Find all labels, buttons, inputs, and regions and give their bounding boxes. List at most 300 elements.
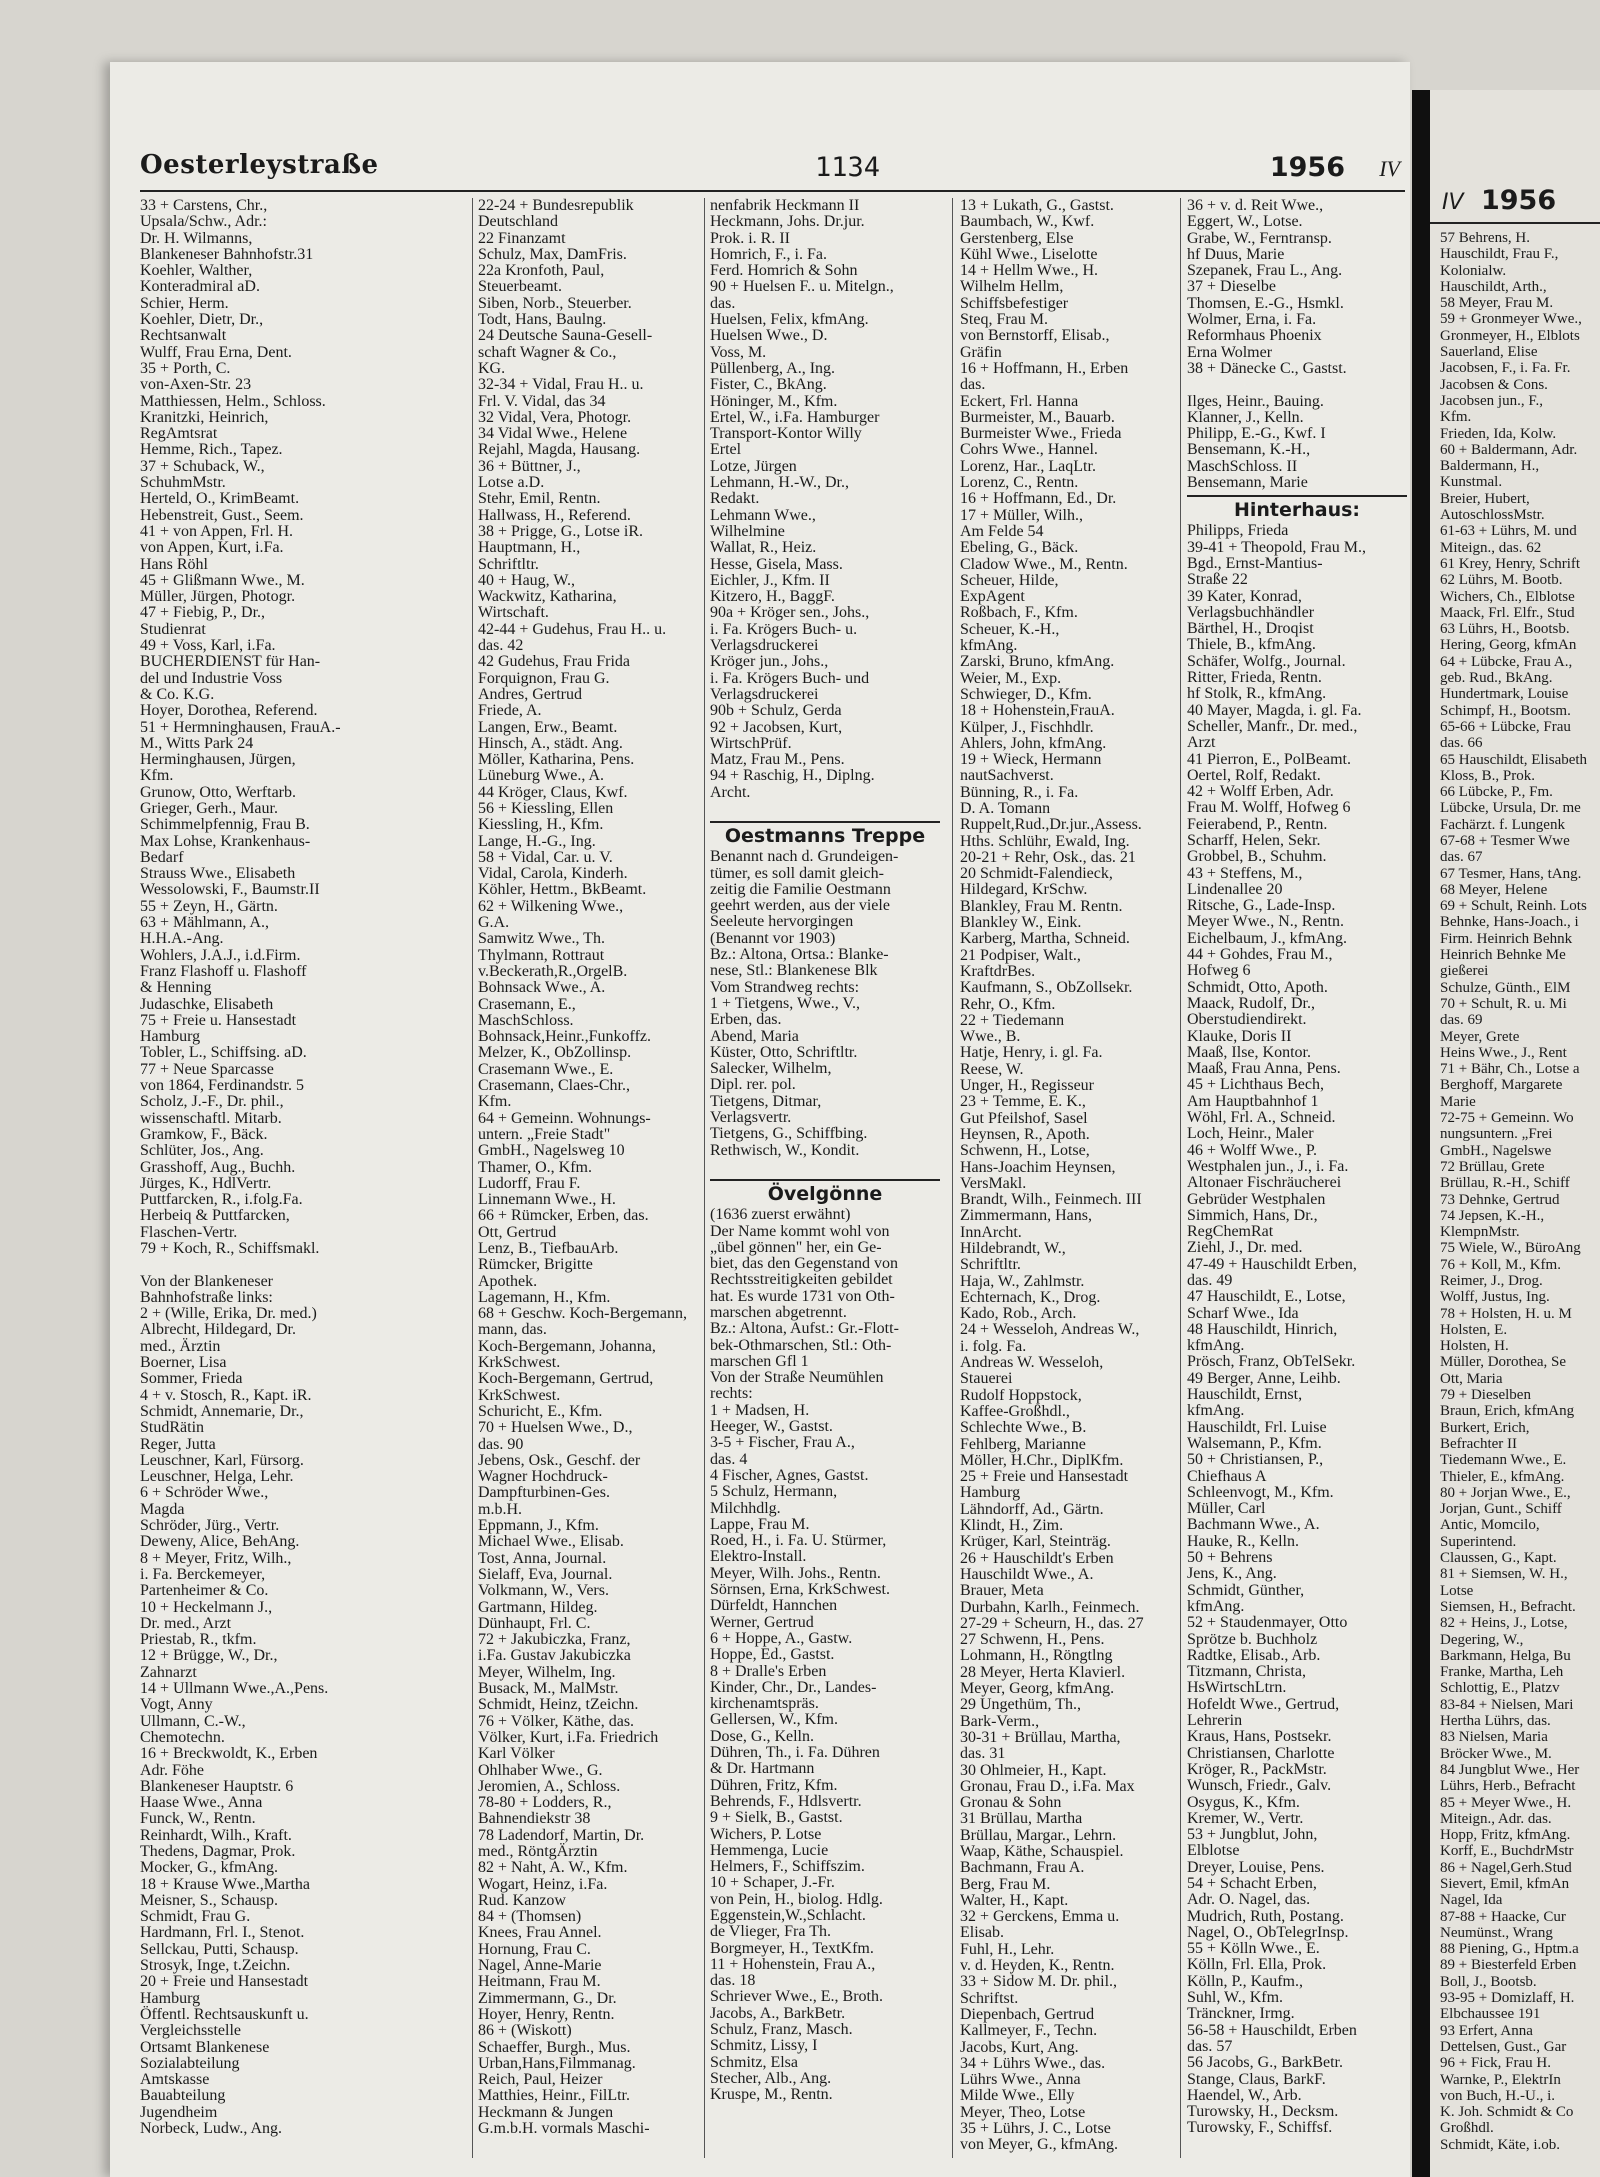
directory-entry-line: 38 + Dänecke C., Gastst. xyxy=(1187,359,1347,377)
directory-entry-line: Arzt xyxy=(1187,734,1216,752)
directory-entry-line: Andreas W. Wesseloh, xyxy=(960,1354,1104,1372)
directory-entry-line: v. d. Heyden, K., Rentn. xyxy=(960,1957,1115,1975)
directory-entry-line: Tränckner, Irmg. xyxy=(1187,2005,1295,2023)
directory-entry-line: Huelsen Wwe., D. xyxy=(710,327,828,345)
directory-entry-line: 53 + Jungblut, John, xyxy=(1187,1826,1318,1844)
directory-entry-line: geehrt werden, aus der viele xyxy=(710,897,890,915)
directory-entry-line: das. 90 xyxy=(478,1435,524,1453)
directory-entry-line: Behrends, F., Hdlsvertr. xyxy=(710,1792,862,1810)
directory-entry-line: i. Fa. Berckemeyer, xyxy=(140,1565,266,1583)
directory-entry-line: Homrich, F., i. Fa. xyxy=(710,245,827,263)
directory-entry-line: 71 + Bähr, Ch., Lotse a xyxy=(1440,1061,1580,1078)
directory-entry-line: Sörnsen, Erna, KrkSchwest. xyxy=(710,1581,890,1599)
directory-entry-line: 65 Hauschildt, Elisabeth xyxy=(1440,751,1588,768)
directory-entry-line: 62 + Wilkening Wwe., xyxy=(478,897,624,915)
directory-entry-line: 72 + Jakubiczka, Franz, xyxy=(478,1631,631,1649)
directory-entry-line: Maaß, Ilse, Kontor. xyxy=(1187,1043,1311,1061)
directory-entry-line xyxy=(710,1159,940,1175)
directory-entry-line: Strauss Wwe., Elisabeth xyxy=(140,865,296,883)
directory-entry-line: Melzer, K., ObZollinsp. xyxy=(478,1044,632,1062)
directory-entry-line: Dr. H. Wilmanns, xyxy=(140,229,253,247)
directory-entry-line xyxy=(140,1257,470,1273)
directory-entry-line: 49 Berger, Anne, Leihb. xyxy=(1187,1369,1341,1387)
directory-entry-line: Am Felde 54 xyxy=(960,522,1044,540)
directory-entry-line: 23 + Temme, E. K., xyxy=(960,1093,1086,1111)
directory-entry-line: 62 Lührs, M. Bootb. xyxy=(1440,572,1563,589)
directory-entry-line: Suhl, W., Kfm. xyxy=(1187,1989,1284,2007)
directory-entry-line: 6 + Schröder Wwe., xyxy=(140,1484,269,1502)
directory-entry-line: Vidal, Carola, Kinderh. xyxy=(478,865,628,883)
directory-entry-line: 56-58 + Hauschildt, Erben xyxy=(1187,2021,1357,2039)
directory-entry-line: Bark-Verm., xyxy=(960,1712,1040,1730)
directory-entry-line: 58 Meyer, Frau M. xyxy=(1440,295,1554,312)
directory-entry-line: Scharff, Helen, Sekr. xyxy=(1187,831,1321,849)
directory-entry-line: Höninger, M., Kfm. xyxy=(710,392,838,410)
directory-entry-line: Kfm. xyxy=(140,767,174,785)
directory-entry-line: Gartmann, Hildeg. xyxy=(478,1598,598,1616)
directory-entry-line: 20 + Freie und Hansestadt xyxy=(140,1973,309,1991)
directory-entry-line: Redakt. xyxy=(710,490,760,508)
directory-entry-line: Ullmann, C.-W., xyxy=(140,1712,246,1730)
directory-entry-line: Dühren, Th., i. Fa. Dühren xyxy=(710,1744,880,1762)
directory-entry-line: von Bernstorff, Elisab., xyxy=(960,327,1110,345)
directory-entry-line: Schlechte Wwe., B. xyxy=(960,1419,1087,1437)
directory-entry-line: Breier, Hubert, xyxy=(1440,490,1530,507)
directory-entry-line: 76 + Völker, Käthe, das. xyxy=(478,1712,635,1730)
directory-entry-line: 14 + Hellm Wwe., H. xyxy=(960,262,1099,280)
directory-entry-line: Ruppelt,Rud.,Dr.jur.,Assess. xyxy=(960,816,1142,834)
directory-entry-line: Meyer, Wilhelm, Ing. xyxy=(478,1663,616,1681)
directory-entry-line: Meyer, Theo, Lotse xyxy=(960,2103,1086,2121)
directory-entry-line: Meyer, Georg, kfmAng. xyxy=(960,1680,1115,1698)
directory-entry-line: kfmAng. xyxy=(1187,1402,1245,1420)
directory-entry-line: Kfm. xyxy=(1440,409,1472,426)
directory-entry-line: 24 Deutsche Sauna-Gesell- xyxy=(478,327,653,345)
directory-entry-line: Klindt, H., Zim. xyxy=(960,1517,1064,1535)
directory-entry-line: Holsten, H. xyxy=(1440,1338,1509,1355)
directory-entry-line: 93 Erfert, Anna xyxy=(1440,2022,1533,2039)
directory-entry-line: Herminghausen, Jürgen, xyxy=(140,751,296,769)
directory-entry-line: Amtskasse xyxy=(140,2071,210,2089)
directory-entry-line: Meyer, Wilh. Johs., Rentn. xyxy=(710,1564,881,1582)
directory-entry-line: Ohlhaber Wwe., G. xyxy=(478,1761,603,1779)
directory-entry-line: Eggenstein,W.,Schlacht. xyxy=(710,1906,866,1924)
directory-entry-line: Grunow, Otto, Werftarb. xyxy=(140,783,297,801)
directory-entry-line: M., Witts Park 24 xyxy=(140,734,254,752)
directory-entry-line: Schleenvogt, M., Kfm. xyxy=(1187,1483,1334,1501)
directory-entry-line: das. 69 xyxy=(1440,1012,1483,1029)
directory-entry-line: Möller, Katharina, Pens. xyxy=(478,751,635,769)
directory-entry-line: Hildegard, KrSchw. xyxy=(960,881,1088,899)
directory-entry-line: Haase Wwe., Anna xyxy=(140,1794,263,1812)
directory-entry-line: 83-84 + Nielsen, Mari xyxy=(1440,1696,1574,1713)
directory-entry-line: 1 + Tietgens, Wwe., V., xyxy=(710,994,860,1012)
directory-entry-line: 8 + Dralle's Erben xyxy=(710,1662,827,1680)
directory-entry-line: Franke, Martha, Leh xyxy=(1440,1664,1564,1681)
column-4 xyxy=(960,198,1175,2168)
directory-entry-line: Hauke, R., Kelln. xyxy=(1187,1532,1299,1550)
directory-entry-line: Szepanek, Frau L., Ang. xyxy=(1187,262,1343,280)
directory-entry-line: Schulz, Franz, Masch. xyxy=(710,2021,853,2039)
directory-entry-line: RegAmtsrat xyxy=(140,425,218,443)
directory-entry-line: Zahnarzt xyxy=(140,1663,197,1681)
directory-entry-line: Maack, Frl. Elfr., Stud xyxy=(1440,604,1575,621)
directory-entry-line: Wagner Hochdruck- xyxy=(478,1468,608,1486)
directory-entry-line: Bohnsack,Heinr.,Funkoffz. xyxy=(478,1028,652,1046)
directory-entry-line: Gronau, Frau D., i.Fa. Max xyxy=(960,1777,1135,1795)
directory-entry-line: Wogart, Heinz, i.Fa. xyxy=(478,1875,608,1893)
directory-entry-line: von Appen, Kurt, i.Fa. xyxy=(140,539,284,557)
column-5 xyxy=(1187,198,1407,2168)
directory-entry-line: KrkSchwest. xyxy=(478,1354,561,1372)
directory-entry-line: Hatje, Henry, i. gl. Fa. xyxy=(960,1044,1103,1062)
directory-entry-line: Vergleichsstelle xyxy=(140,2022,242,2040)
directory-entry-line: 78 Ladendorf, Martin, Dr. xyxy=(478,1826,645,1844)
directory-entry-line: Wessolowski, F., Baumstr.II xyxy=(140,881,320,899)
directory-entry-line: 64 + Gemeinn. Wohnungs- xyxy=(478,1109,651,1127)
directory-entry-line: 33 + Carstens, Chr., xyxy=(140,198,268,214)
directory-entry-line: Schröder, Jürg., Vertr. xyxy=(140,1517,280,1535)
directory-entry-line: Schmidt, Annemarie, Dr., xyxy=(140,1402,304,1420)
directory-entry-line: Crasemann, Claes-Chr., xyxy=(478,1077,630,1095)
directory-entry-line: Elbchaussee 191 xyxy=(1440,2006,1541,2023)
directory-entry-line: Norbeck, Ludw., Ang. xyxy=(140,2120,283,2138)
directory-entry-line: 63 + Mählmann, A., xyxy=(140,914,270,932)
directory-entry-line: Frl. V. Vidal, das 34 xyxy=(478,392,606,410)
directory-entry-line: Straße 22 xyxy=(1187,571,1248,589)
directory-entry-line: Sozialabteilung xyxy=(140,2054,240,2072)
directory-entry-line: 51 + Hermninghausen, FrauA.- xyxy=(140,718,341,736)
directory-entry-line: Lappe, Frau M. xyxy=(710,1515,810,1533)
directory-entry-line: Wilhelmine xyxy=(710,522,785,540)
directory-entry-line: Sommer, Frieda xyxy=(140,1370,243,1388)
directory-entry-line: Crasemann, E., xyxy=(478,995,576,1013)
directory-entry-line: Walsemann, P., Kfm. xyxy=(1187,1434,1322,1452)
directory-entry-line: 5 Schulz, Hermann, xyxy=(710,1483,838,1501)
directory-entry-line: Ortsamt Blankenese xyxy=(140,2038,270,2056)
column-divider xyxy=(704,198,705,2158)
directory-entry-line: Dünhaupt, Frl. C. xyxy=(478,1614,591,1632)
directory-entry-line: Gebrüder Westphalen xyxy=(1187,1190,1326,1208)
directory-entry-line: von Buch, H.-U., i. xyxy=(1440,2087,1555,2104)
directory-entry-line: Rehr, O., Kfm. xyxy=(960,995,1056,1013)
directory-entry-line: von Meyer, G., kfmAng. xyxy=(960,2136,1118,2154)
directory-entry-line: Meyer Wwe., N., Rentn. xyxy=(1187,913,1344,931)
column-divider xyxy=(1180,198,1181,2158)
directory-entry-line: Bärthel, H., Droqist xyxy=(1187,620,1314,638)
directory-entry-line: Zimmermann, Hans, xyxy=(960,1207,1092,1225)
directory-entry-line: Michael Wwe., Elisab. xyxy=(478,1533,624,1551)
directory-entry-line: 32 + Gerckens, Emma u. xyxy=(960,1908,1120,1926)
directory-entry-line: Thomsen, E.-G., Hsmkl. xyxy=(1187,294,1344,312)
directory-entry-line: 90b + Schulz, Gerda xyxy=(710,702,842,720)
directory-entry-line: Kloss, B., Prok. xyxy=(1440,767,1536,784)
directory-entry-line: Gronau & Sohn xyxy=(960,1794,1062,1812)
directory-entry-line: Lehmann, H.-W., Dr., xyxy=(710,474,849,492)
directory-entry-line: Hauschildt, Frau F., xyxy=(1440,246,1559,263)
directory-entry-line: 65-66 + Lübcke, Frau xyxy=(1440,718,1571,735)
directory-entry-line: Ebeling, G., Bäck. xyxy=(960,539,1079,557)
directory-entry-line: 90a + Kröger sen., Johs., xyxy=(710,604,870,622)
directory-entry-line: Wöhl, Frl. A., Schneid. xyxy=(1187,1109,1336,1127)
directory-entry-line: Verlagsbuchhändler xyxy=(1187,603,1315,621)
directory-entry-line: 25 + Freie und Hansestadt xyxy=(960,1468,1129,1486)
directory-entry-line: Hardmann, Frl. I., Stenot. xyxy=(140,1924,305,1942)
directory-entry-line: Marie xyxy=(1440,1093,1476,1110)
directory-entry-line: 30 Ohlmeier, H., Kapt. xyxy=(960,1761,1107,1779)
directory-entry-line: Rudolf Hoppstock, xyxy=(960,1386,1082,1404)
directory-entry-line: hf Stolk, R., kfmAng. xyxy=(1187,685,1327,703)
directory-entry-line: Zimmermann, G., Dr. xyxy=(478,1989,617,2007)
directory-entry-line: Bauabteilung xyxy=(140,2087,226,2105)
directory-entry-line: 78 + Holsten, H. u. M xyxy=(1440,1305,1572,1322)
directory-entry-line: Schulz, Max, DamFris. xyxy=(478,245,627,263)
directory-entry-line: Dampfturbinen-Ges. xyxy=(478,1484,610,1502)
directory-entry-line: Miteign., Adr. das. xyxy=(1440,1810,1552,1827)
directory-entry-line: Lübcke, Ursula, Dr. me xyxy=(1440,800,1581,817)
directory-entry-line: Köhler, Hettm., BkBeamt. xyxy=(478,881,647,899)
directory-entry-line: & Co. K.G. xyxy=(140,685,215,703)
directory-entry-line: Hildebrandt, W., xyxy=(960,1240,1066,1257)
directory-entry-line: Öffentl. Rechtsauskunft u. xyxy=(140,2005,309,2023)
directory-entry-line: Elisab. xyxy=(960,1924,1004,1942)
directory-entry-line: Jacobsen & Cons. xyxy=(1440,376,1548,393)
directory-entry-line: Bensemann, K.-H., xyxy=(1187,441,1311,459)
directory-entry-line: Adr. Föhe xyxy=(140,1761,204,1779)
directory-entry-line: Strosyk, Inge, t.Zeichn. xyxy=(140,1957,291,1975)
directory-entry-line: Heynsen, R., Apoth. xyxy=(960,1125,1090,1143)
column-divider xyxy=(952,198,953,2158)
directory-entry-line: Weier, M., Exp. xyxy=(960,669,1062,687)
directory-entry-line: Wwe., B. xyxy=(960,1028,1021,1046)
directory-entry-line: Bahnendiekstr 38 xyxy=(478,1810,591,1828)
directory-entry-line: 84 Jungblut Wwe., Her xyxy=(1440,1761,1580,1778)
directory-entry-line: das. 4 xyxy=(710,1450,748,1468)
directory-entry-line: del und Industrie Voss xyxy=(140,669,283,687)
directory-entry-line: Stauerei xyxy=(960,1370,1013,1388)
directory-entry-line: Max Lohse, Krankenhaus- xyxy=(140,832,311,850)
directory-entry-line: Dettelsen, Gust., Gar xyxy=(1440,2038,1567,2055)
directory-entry-line: 54 + Schacht Erben, xyxy=(1187,1874,1317,1892)
directory-entry-line: Jeromien, A., Schloss. xyxy=(478,1777,621,1795)
directory-entry-line: Rud. Kanzow xyxy=(478,1891,566,1909)
directory-entry-line: Hering, Georg, kfmAn xyxy=(1440,637,1577,654)
directory-entry-line: Dürfeldt, Hannchen xyxy=(710,1597,838,1615)
directory-entry-line: Verlagsvertr. xyxy=(710,1109,792,1127)
directory-entry-line: Schwenn, H., Lotse, xyxy=(960,1142,1090,1160)
directory-entry-line: Ott, Gertrud xyxy=(478,1223,557,1241)
directory-entry-line: Busack, M., MalMstr. xyxy=(478,1680,619,1698)
directory-entry-line: Hauschildt, Frl. Luise xyxy=(1187,1418,1327,1436)
directory-entry-line: Heckmann & Jungen xyxy=(478,2103,614,2121)
directory-entry-line: Schmidt, Heinz, tZeichn. xyxy=(478,1696,639,1714)
directory-entry-line: Lüneburg Wwe., A. xyxy=(478,767,605,785)
directory-entry-line: Ott, Maria xyxy=(1440,1370,1503,1387)
directory-entry-line: Eggert, W., Lotse. xyxy=(1187,213,1303,231)
directory-entry-line: 16 + Hoffmann, H., Erben xyxy=(960,359,1129,377)
directory-entry-line: 64 + Lübcke, Frau A., xyxy=(1440,653,1573,670)
directory-entry-line: bek-Othmarschen, Stl.: Oth- xyxy=(710,1336,892,1354)
directory-entry-line: G.m.b.H. vormals Maschi- xyxy=(478,2120,650,2138)
directory-entry-line: Scholz, J.-F., Dr. phil., xyxy=(140,1093,284,1111)
directory-entry-line: Hauschildt, Ernst, xyxy=(1187,1386,1303,1404)
directory-entry-line: 74 Jepsen, K.-H., xyxy=(1440,1207,1545,1224)
directory-entry-line: Samwitz Wwe., Th. xyxy=(478,930,605,948)
directory-entry-line: Klauke, Doris II xyxy=(1187,1027,1292,1045)
directory-entry-line: Scharf Wwe., Ida xyxy=(1187,1304,1299,1322)
directory-entry-line: Tobler, L., Schiffsing. aD. xyxy=(140,1044,307,1062)
directory-entry-line: wissenschaftl. Mitarb. xyxy=(140,1109,282,1127)
directory-entry-line: 14 + Ullmann Wwe.,A.,Pens. xyxy=(140,1680,329,1698)
directory-entry-line: Am Hauptbahnhof 1 xyxy=(1187,1092,1319,1110)
directory-entry-line: Nagel, O., ObTelegrInsp. xyxy=(1187,1923,1349,1941)
directory-entry-line: i.Fa. Gustav Jakubiczka xyxy=(478,1647,631,1665)
directory-entry-line: 59 + Gronmeyer Wwe., xyxy=(1440,311,1582,328)
directory-entry-line: Hemmenga, Lucie xyxy=(710,1841,829,1859)
directory-entry-line: Chiefhaus A xyxy=(1187,1467,1267,1485)
directory-entry-line: Schriever Wwe., E., Broth. xyxy=(710,1988,883,2006)
directory-entry-line: Heinrich Behnke Me xyxy=(1440,947,1566,964)
directory-entry-line: Steuerbeamt. xyxy=(478,278,562,296)
directory-entry-line: Völker, Kurt, i.Fa. Friedrich xyxy=(478,1728,659,1746)
directory-entry-line: G.A. xyxy=(478,914,510,932)
directory-entry-line: Schaeffer, Burgh., Mus. xyxy=(478,2038,631,2056)
directory-entry-line: Schmidt, Otto, Apoth. xyxy=(1187,978,1328,996)
directory-entry-line: Sielaff, Eva, Journal. xyxy=(478,1565,613,1583)
directory-entry-line: Gerstenberg, Else xyxy=(960,229,1074,247)
facing-page xyxy=(1430,90,1600,2177)
directory-entry-line: 75 Wiele, W., BüroAng xyxy=(1440,1240,1581,1257)
directory-entry-line: Schlottig, E., Platzv xyxy=(1440,1680,1560,1697)
directory-entry-line: nungsuntern. „Frei xyxy=(1440,1126,1553,1143)
directory-entry-line: Burkert, Erich, xyxy=(1440,1419,1530,1436)
directory-entry-line: 39-41 + Theopold, Frau M., xyxy=(1187,538,1366,556)
directory-entry-line: Berg, Frau M. xyxy=(960,1875,1051,1893)
directory-entry-line: Schlüter, Jos., Ang. xyxy=(140,1142,264,1160)
directory-entry-line: Möller, H.Chr., DiplKfm. xyxy=(960,1451,1124,1469)
directory-entry-line: Jens, K., Ang. xyxy=(1187,1565,1277,1583)
directory-entry-line: Schmitz, Elsa xyxy=(710,2053,798,2071)
directory-entry-line: Hofweg 6 xyxy=(1187,962,1251,980)
directory-entry-line: Thiele, B., kfmAng. xyxy=(1187,636,1316,654)
directory-entry-line: Philipp, E.-G., Kwf. I xyxy=(1187,425,1326,443)
directory-entry-line: Blankeneser Hauptstr. 6 xyxy=(140,1777,294,1795)
directory-entry-line: 66 Lübcke, P., Fm. xyxy=(1440,784,1553,801)
directory-entry-line: 16 + Hoffmann, Ed., Dr. xyxy=(960,490,1117,508)
directory-entry-line: Maack, Rudolf, Dr., xyxy=(1187,994,1315,1012)
directory-entry-line: 1 + Madsen, H. xyxy=(710,1401,810,1419)
directory-entry-line: InnArcht. xyxy=(960,1223,1022,1241)
directory-entry-line: Benannt nach d. Grundeigen- xyxy=(710,848,899,866)
directory-entry-line: gießerei xyxy=(1440,963,1489,980)
directory-entry-line: 85 + Meyer Wwe., H. xyxy=(1440,1794,1572,1811)
facing-page-part: IV xyxy=(1442,190,1464,215)
directory-entry-line: GmbH., Nagelsweg 10 xyxy=(478,1142,625,1160)
directory-entry-line: Feierabend, P., Rentn. xyxy=(1187,815,1328,833)
directory-entry-line: Deutschland xyxy=(478,213,558,231)
directory-entry-line: 88 Piening, G., Hptm.a xyxy=(1440,1941,1579,1958)
directory-entry-line: Langen, Erw., Beamt. xyxy=(478,718,618,736)
directory-entry-line: Grieger, Gerh., Maur. xyxy=(140,799,278,817)
directory-entry-line: AutoschlossMstr. xyxy=(1440,507,1545,524)
directory-entry-line: Rümcker, Brigitte xyxy=(478,1256,593,1274)
directory-entry-line: Mocker, G., kfmAng. xyxy=(140,1859,278,1877)
directory-entry-line: Gut Pfeilshof, Sasel xyxy=(960,1109,1088,1127)
directory-entry-line: Schriftst. xyxy=(960,1989,1019,2007)
directory-entry-line: Forquignon, Frau G. xyxy=(478,669,610,687)
directory-entry-line: Blankley, Frau M. Rentn. xyxy=(960,897,1123,915)
directory-entry-line: Crasemann Wwe., E. xyxy=(478,1060,614,1078)
directory-entry-line: das. 18 xyxy=(710,1972,756,1990)
directory-entry-line: K. Joh. Schmidt & Co xyxy=(1440,2104,1574,2121)
directory-entry-line: Tietgens, G., Schiffbing. xyxy=(710,1125,868,1143)
directory-entry-line: nautSachverst. xyxy=(960,767,1054,785)
directory-entry-line: med., Ärztin xyxy=(140,1337,221,1355)
directory-entry-line: Firm. Heinrich Behnk xyxy=(1440,930,1573,947)
running-head xyxy=(140,150,1405,190)
directory-entry-line: 34 + Lührs Wwe., das. xyxy=(960,2054,1106,2072)
directory-entry-line: Lenz, B., TiefbauArb. xyxy=(478,1240,619,1257)
column-1 xyxy=(140,198,470,2168)
directory-entry-line: VersMakl. xyxy=(960,1174,1027,1192)
directory-entry-line: 16 + Breckwoldt, K., Erben xyxy=(140,1745,318,1763)
directory-entry-line: 60 + Baldermann, Adr. xyxy=(1440,441,1578,458)
directory-entry-line: „übel gönnen" her, ein Ge- xyxy=(710,1238,882,1256)
directory-entry-line: 33 + Sidow M. Dr. phil., xyxy=(960,1973,1118,1991)
street-heading: Oesterleystraße xyxy=(140,150,379,180)
directory-entry-line: Heckmann, Johs. Dr.jur. xyxy=(710,213,865,231)
directory-entry-line: Nagel, Ida xyxy=(1440,1892,1503,1909)
directory-entry-line: Müller, Carl xyxy=(1187,1500,1266,1518)
directory-entry-line: Vom Strandweg rechts: xyxy=(710,978,860,996)
directory-entry-line: rechts: xyxy=(710,1385,753,1403)
directory-entry-line: Huelsen, Felix, kfmAng. xyxy=(710,311,869,329)
directory-entry-line: 70 + Schult, R. u. Mi xyxy=(1440,995,1567,1012)
directory-entry-line: Fister, C., BkAng. xyxy=(710,376,827,394)
directory-entry-line: 68 Meyer, Helene xyxy=(1440,881,1548,898)
directory-entry-line: das. 42 xyxy=(478,637,524,655)
directory-entry-line: Schmitz, Lissy, I xyxy=(710,2037,818,2055)
directory-entry-line: 21 Podpiser, Walt., xyxy=(960,946,1081,964)
directory-entry-line: 58 + Vidal, Car. u. V. xyxy=(478,848,613,866)
directory-entry-line: Frieden, Ida, Kolw. xyxy=(1440,425,1557,442)
directory-entry-line: Küster, Otto, Schriftltr. xyxy=(710,1043,858,1061)
directory-entry-line: Von der Blankeneser xyxy=(140,1272,273,1290)
directory-entry-line: Fehlberg, Marianne xyxy=(960,1435,1086,1453)
directory-entry-line: Gräfin xyxy=(960,343,1002,361)
directory-entry-line: hf Duus, Marie xyxy=(1187,245,1285,263)
directory-entry-line: Ludorff, Frau F. xyxy=(478,1174,581,1192)
directory-entry-line: Ilges, Heinr., Bauing. xyxy=(1187,392,1324,410)
directory-entry-line: Kinder, Chr., Dr., Landes- xyxy=(710,1678,877,1696)
directory-entry-line: Konteradmiral aD. xyxy=(140,278,260,296)
facing-page-rule xyxy=(1430,222,1600,224)
directory-entry-line: 32-34 + Vidal, Frau H.. u. xyxy=(478,376,644,394)
directory-entry-line: 39 Kater, Konrad, xyxy=(1187,587,1302,605)
directory-entry-line: Lagemann, H., Kfm. xyxy=(478,1288,611,1306)
directory-entry-line: Lorenz, C., Rentn. xyxy=(960,474,1079,492)
directory-entry-line: Degering, W., xyxy=(1440,1631,1524,1648)
directory-entry-line: Reinhardt, Wilh., Kraft. xyxy=(140,1826,292,1844)
directory-entry-line: Kiessling, H., Kfm. xyxy=(478,816,604,834)
directory-entry-line: 35 + Lührs, J. C., Lotse xyxy=(960,2120,1111,2138)
directory-entry-line: das. 66 xyxy=(1440,735,1483,752)
directory-entry-line: Wichers, P. Lotse xyxy=(710,1825,822,1843)
directory-entry-line: Brüllau, Margar., Lehrn. xyxy=(960,1826,1117,1844)
directory-entry-line: Befrachter II xyxy=(1440,1435,1518,1452)
directory-entry-line: Wallat, R., Heiz. xyxy=(710,539,817,557)
directory-entry-line: Philipps, Frieda xyxy=(1187,522,1289,540)
